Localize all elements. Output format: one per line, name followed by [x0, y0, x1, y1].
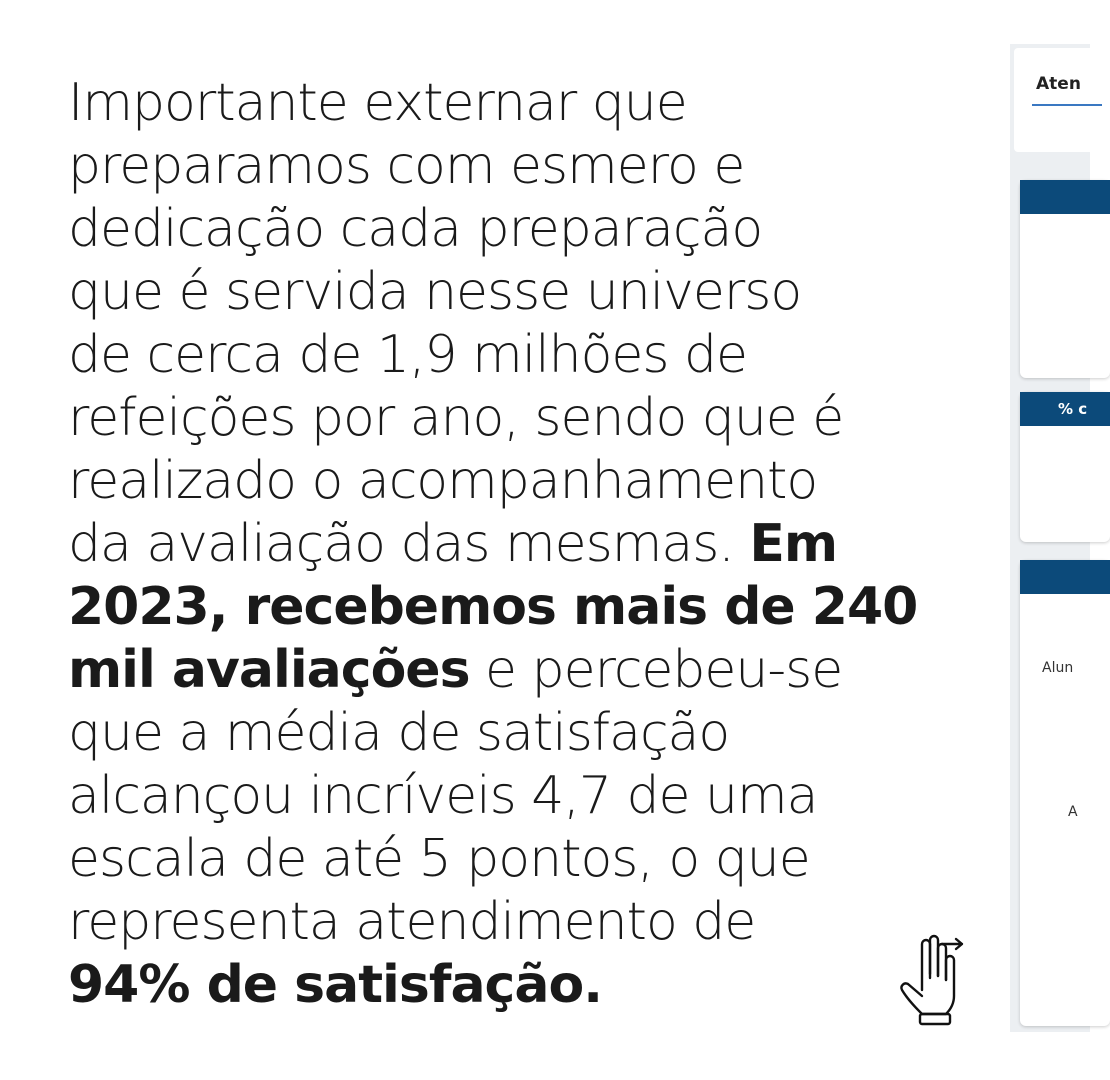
text-line: dedicação cada preparação — [68, 199, 763, 259]
dashboard-tabbar — [1014, 48, 1104, 152]
text-line: que a média de satisfação — [68, 703, 730, 763]
text-line: Importante externar que — [68, 73, 687, 133]
dashboard-card — [1020, 560, 1110, 1026]
text-line: preparamos com esmero e — [68, 136, 745, 196]
card-header — [1020, 560, 1110, 594]
card-header — [1020, 180, 1110, 214]
card-header: % c — [1020, 392, 1110, 426]
text-line-mixed — [68, 513, 968, 576]
text-line: de cerca de 1,9 milhões de — [68, 325, 748, 385]
body-text — [68, 72, 968, 1017]
tab-atendimento[interactable]: Aten — [1036, 74, 1081, 94]
dashboard-screenshot — [1010, 44, 1090, 1032]
text-line: que é servida nesse universo — [68, 262, 802, 322]
text-line-bold — [68, 954, 968, 1017]
text-line: escala de até 5 pontos, o que — [68, 829, 810, 889]
text-line: realizado o acompanhamento — [68, 451, 818, 511]
text-line-mixed — [68, 639, 968, 702]
text-segment: e percebeu-se — [469, 640, 843, 700]
text-line: alcançou incríveis 4,7 de uma — [68, 766, 818, 826]
bold-text: 94% de satisfação. — [68, 955, 602, 1015]
text-line: representa atendimento de — [68, 892, 756, 952]
text-line-bold — [68, 576, 968, 639]
dashboard-card — [1020, 180, 1110, 378]
text-line: refeições por ano, sendo que é — [68, 388, 844, 448]
bold-text: Em — [749, 514, 838, 574]
dashboard-card — [1020, 392, 1110, 542]
bold-text: 2023, recebemos mais de 240 — [68, 577, 918, 637]
text-segment: da avaliação das mesmas. — [68, 514, 734, 574]
tab-underline — [1032, 104, 1102, 106]
row-label: A — [1068, 804, 1078, 820]
row-label: Alun — [1042, 660, 1074, 676]
swipe-hand-icon — [892, 930, 972, 1030]
bold-text: mil avaliações — [68, 640, 470, 700]
